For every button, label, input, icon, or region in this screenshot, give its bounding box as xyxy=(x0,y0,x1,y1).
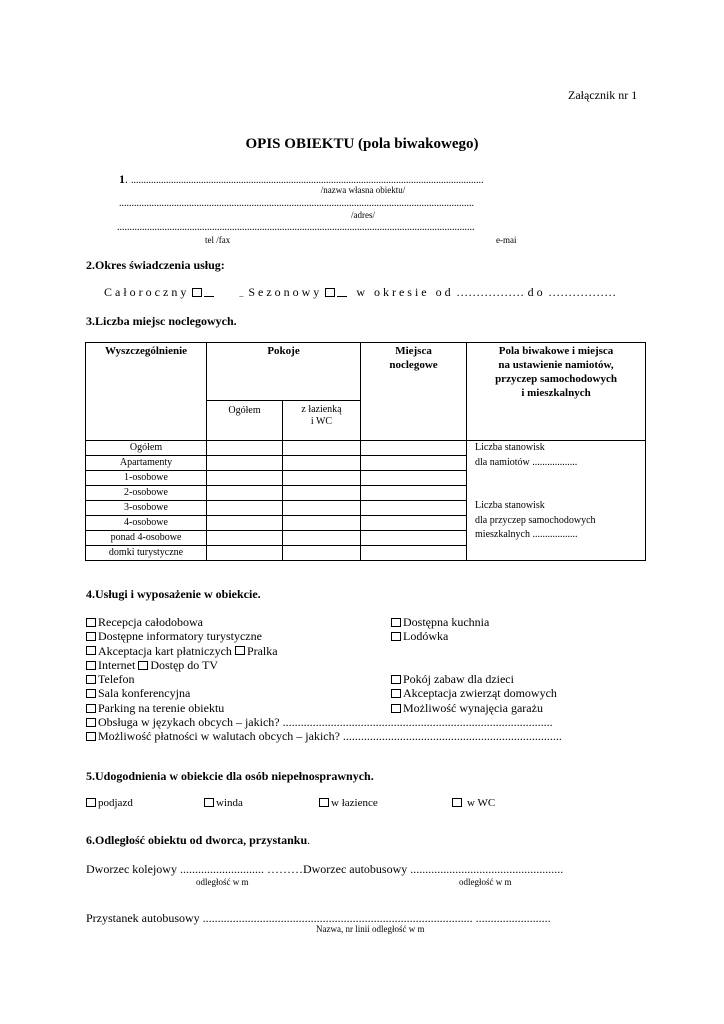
checkbox[interactable] xyxy=(86,732,96,741)
service-label: Akceptacja kart płatniczych xyxy=(98,643,232,658)
service-label: Sala konferencyjna xyxy=(98,686,191,701)
services-right-column xyxy=(391,615,557,715)
contact-line[interactable]: ............................................................................................................................................... xyxy=(117,222,475,233)
row-label: Apartamenty xyxy=(86,456,207,471)
cell-beds[interactable] xyxy=(361,501,467,516)
year-round-checkbox[interactable] xyxy=(192,288,202,297)
caption-object-name: /nazwa własna obiektu/ xyxy=(320,185,406,195)
checkbox[interactable] xyxy=(86,718,96,727)
cell-beds[interactable] xyxy=(361,471,467,486)
row-label: domki turystyczne xyxy=(86,546,207,561)
service-label: Dostęp do TV xyxy=(150,657,219,672)
trailers-line3: mieszkalnych .................. xyxy=(475,529,578,540)
checkbox[interactable] xyxy=(391,632,401,641)
cell-beds[interactable] xyxy=(361,441,467,456)
seasonal-label: Sezonowy xyxy=(248,285,323,299)
accessibility-item xyxy=(452,797,495,809)
cell-rooms-total[interactable] xyxy=(207,531,283,546)
checkbox[interactable] xyxy=(86,798,96,807)
section1-number: 1 xyxy=(119,172,125,186)
service-label: Internet xyxy=(98,657,136,672)
cell-rooms-bath[interactable] xyxy=(283,501,361,516)
subcol-bathroom-line2: i WC xyxy=(310,416,333,427)
seasonal-checkbox[interactable] xyxy=(325,288,335,297)
checkbox[interactable] xyxy=(391,618,401,627)
bus-distance-caption: odległość w m xyxy=(459,877,512,887)
col-camping-line2: na ustawienie namiotów, xyxy=(498,359,614,371)
table-row xyxy=(86,441,646,456)
service-label: Telefon xyxy=(98,672,135,687)
cell-beds[interactable] xyxy=(361,546,467,561)
checkbox[interactable] xyxy=(391,689,401,698)
row-label: 3-osobowe xyxy=(86,501,207,516)
cell-rooms-total[interactable] xyxy=(207,546,283,561)
seasonal-underline xyxy=(337,296,347,297)
service-label: Lodówka xyxy=(403,629,449,644)
section5-title: 5.Udogodnienia w obiekcie dla osób niepełnosprawnych. xyxy=(86,769,374,783)
cell-rooms-total[interactable] xyxy=(207,486,283,501)
separator-mark: _ xyxy=(239,289,244,298)
period-to-dots[interactable]: ................. xyxy=(548,285,617,299)
cell-rooms-total[interactable] xyxy=(207,471,283,486)
section2-title: 2.Okres świadczenia usług: xyxy=(86,258,225,272)
service-label: Dostępna kuchnia xyxy=(403,615,490,629)
col-beds-line2: noclegowe xyxy=(389,359,438,371)
checkbox[interactable] xyxy=(86,618,96,627)
tents-line2: dla namiotów .................. xyxy=(475,456,578,468)
section1-field-name[interactable]: 1. ............................................................................................................................................. xyxy=(119,172,484,186)
section3-title: 3.Liczba miejsc noclegowych. xyxy=(86,314,237,328)
col-specification: Wyszczególnienie xyxy=(86,343,207,441)
cell-rooms-total[interactable] xyxy=(207,516,283,531)
service-label: Pralka xyxy=(246,643,278,658)
col-camping-line4: i mieszkalnych xyxy=(521,387,591,399)
section6-title xyxy=(86,833,310,848)
annex-label: Załącznik nr 1 xyxy=(568,88,638,102)
name-dots: ............................................................................................................................................. xyxy=(131,175,484,186)
service-label: Pokój zabaw dla dzieci xyxy=(403,672,514,687)
trailers-line2: dla przyczep samochodowych xyxy=(475,514,596,526)
bus-station-label: Dworzec autobusowy ................................................... xyxy=(302,862,564,876)
service-label: Możliwość wynajęcia garażu xyxy=(403,700,543,715)
rail-station-label: Dworzec kolejowy ............................ xyxy=(86,862,264,876)
year-round-label: Całoroczny xyxy=(104,285,190,299)
service-label: Dostępne informatory turystyczne xyxy=(98,629,262,644)
row-label: 2-osobowe xyxy=(86,486,207,501)
languages-line: Obsługa w językach obcych – jakich? .......................................................................................... xyxy=(98,715,553,730)
cell-beds[interactable] xyxy=(361,531,467,546)
checkbox[interactable] xyxy=(138,661,148,670)
checkbox[interactable] xyxy=(452,798,462,807)
accessibility-label: winda xyxy=(216,797,243,809)
rail-separator: ……… xyxy=(266,862,303,876)
cell-rooms-bath[interactable] xyxy=(283,471,361,486)
checkbox[interactable] xyxy=(86,632,96,641)
service-label: Recepcja całodobowa xyxy=(98,615,203,629)
col-beds-line1: Miejsca xyxy=(395,345,432,357)
period-row xyxy=(104,285,617,300)
period-from-dots[interactable]: ................. xyxy=(456,285,525,299)
cell-rooms-bath[interactable] xyxy=(283,531,361,546)
accessibility-label: w WC xyxy=(467,797,496,809)
service-label: Parking na terenie obiektu xyxy=(98,700,225,715)
caption-address: /adres/ xyxy=(351,210,375,220)
cell-beds[interactable] xyxy=(361,456,467,471)
cell-rooms-bath[interactable] xyxy=(283,456,361,471)
col-camping xyxy=(467,343,646,441)
row-label: 4-osobowe xyxy=(86,516,207,531)
section6-title-text: 6.Odległość obiektu od dworca, przystanku xyxy=(86,833,308,847)
checkbox[interactable] xyxy=(86,689,96,698)
cell-rooms-bath[interactable] xyxy=(283,546,361,561)
col-beds xyxy=(361,343,467,441)
row-label: ponad 4-osobowe xyxy=(86,531,207,546)
cell-beds[interactable] xyxy=(361,516,467,531)
subcol-bathroom xyxy=(283,401,361,441)
service-label: Akceptacja zwierząt domowych xyxy=(403,686,557,701)
rail-distance-caption: odległość w m xyxy=(196,877,249,887)
accommodation-table xyxy=(85,342,646,561)
page-title: OPIS OBIEKTU (pola biwakowego) xyxy=(245,136,479,152)
currency-line: Możliwość płatności w walutach obcych – jakich? ......................................................................... xyxy=(98,729,562,744)
accessibility-item xyxy=(204,797,243,809)
year-round-underline xyxy=(204,296,214,297)
col-camping-line3: przyczep samochodowych xyxy=(495,373,617,385)
tents-line1: Liczba stanowisk xyxy=(475,442,545,453)
row-label: Ogółem xyxy=(86,441,207,456)
station-distance-row[interactable] xyxy=(86,862,563,877)
accessibility-item xyxy=(319,797,378,809)
accessibility-item xyxy=(86,797,133,809)
cell-rooms-bath[interactable] xyxy=(283,516,361,531)
cell-rooms-bath[interactable] xyxy=(283,486,361,501)
cell-rooms-total[interactable] xyxy=(207,441,283,456)
camping-cell[interactable] xyxy=(467,441,646,561)
subcol-total: Ogółem xyxy=(207,401,283,441)
bus-stop-caption: Nazwa, nr linii odległość w m xyxy=(316,924,425,934)
col-camping-line1: Pola biwakowe i miejsca xyxy=(498,345,614,357)
bus-stop-label[interactable]: Przystanek autobusowy .......................................................................................... ......................... xyxy=(86,911,551,925)
checkbox[interactable] xyxy=(391,704,401,713)
checkbox[interactable] xyxy=(235,646,245,655)
checkbox[interactable] xyxy=(86,661,96,670)
cell-rooms-total[interactable] xyxy=(207,501,283,516)
checkbox[interactable] xyxy=(86,675,96,684)
checkbox[interactable] xyxy=(86,646,96,655)
caption-tel-fax: tel /fax xyxy=(205,235,231,245)
cell-rooms-bath[interactable] xyxy=(283,441,361,456)
col-rooms: Pokoje xyxy=(207,343,361,401)
checkbox[interactable] xyxy=(391,675,401,684)
subcol-bathroom-line1: z łazienką xyxy=(301,404,342,415)
period-from-label: w okresie od xyxy=(356,285,454,299)
cell-rooms-total[interactable] xyxy=(207,456,283,471)
accessibility-label: w łazience xyxy=(331,797,378,809)
checkbox[interactable] xyxy=(319,798,329,807)
trailers-line1: Liczba stanowisk xyxy=(475,500,545,511)
address-line[interactable]: .............................................................................................................................................. xyxy=(119,198,474,209)
section6-title-dot: . xyxy=(307,833,311,847)
period-to-label: do xyxy=(527,285,546,299)
cell-beds[interactable] xyxy=(361,486,467,501)
checkbox[interactable] xyxy=(86,704,96,713)
checkbox[interactable] xyxy=(204,798,214,807)
caption-email: e-mai xyxy=(496,235,517,245)
section4-title: 4.Usługi i wyposażenie w obiekcie. xyxy=(86,587,261,601)
row-label: 1-osobowe xyxy=(86,471,207,486)
accessibility-label: podjazd xyxy=(98,797,133,809)
